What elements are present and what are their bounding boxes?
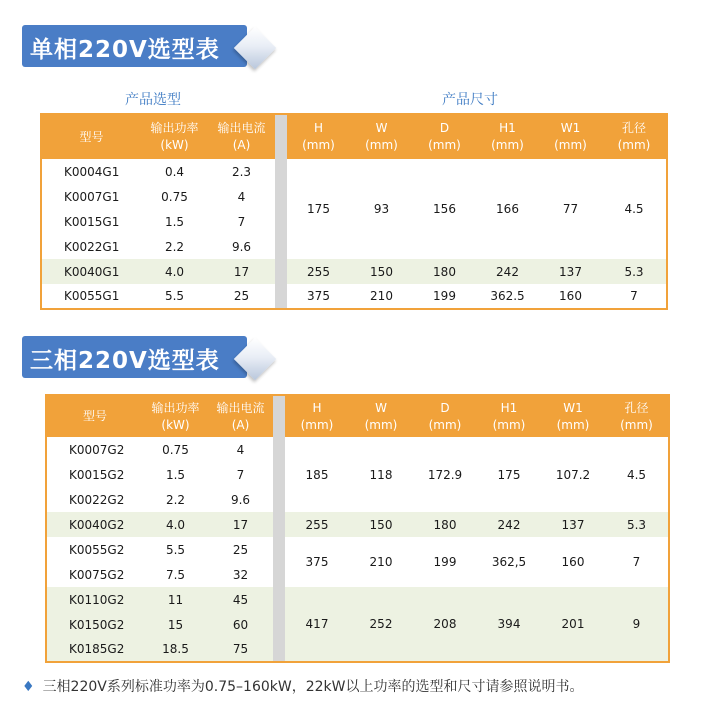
dim-h1-cell: 362,5 (491, 555, 527, 569)
model-cell: K0055G1 (64, 289, 120, 303)
three-phase-table (45, 394, 670, 663)
dim-hole-cell: 4.5 (624, 202, 644, 216)
power-cell: 4.0 (143, 512, 208, 537)
dim-d-cell: 172.9 (427, 467, 463, 482)
dim-h1-cell: 362.5 (490, 289, 525, 303)
power-cell: 1.5 (165, 467, 186, 482)
current-cell: 32 (232, 567, 249, 582)
dim-w1-cell: 137 (539, 259, 602, 284)
power-cell: 0.75 (161, 189, 188, 204)
table-row (46, 537, 669, 562)
dim-w1-cell: 137 (541, 512, 605, 537)
model-cell: K0022G1 (64, 239, 120, 254)
current-cell: 7 (237, 214, 246, 229)
model-cell: K0040G1 (41, 259, 141, 284)
col-w: W (mm) (349, 395, 413, 437)
column-divider (273, 395, 285, 437)
current-cell: 25 (232, 542, 249, 557)
dim-d-cell: 199 (433, 555, 457, 569)
col-h: H (mm) (285, 395, 349, 437)
footnote-text: 三相220V系列标准功率为0.75–160kW，22kW以上功率的选型和尺寸请参照说明书。 (42, 679, 584, 695)
dim-hole-cell: 5.3 (605, 512, 669, 537)
table-row (46, 512, 669, 537)
col-power: 输出功率 (kW) (141, 114, 208, 159)
dim-w-cell: 210 (369, 555, 393, 569)
col-hole: 孔径 (mm) (602, 114, 667, 159)
three-phase-title: 三相220V选型表 (30, 348, 220, 374)
dim-w1-cell: 160 (559, 289, 582, 303)
col-h1: H1 (mm) (476, 114, 539, 159)
col-w1: W1 (mm) (539, 114, 602, 159)
table-row (41, 284, 667, 309)
table-header (41, 114, 667, 159)
current-cell: 9.6 (231, 239, 252, 254)
power-cell: 11 (143, 587, 208, 612)
col-d: D (mm) (413, 395, 477, 437)
dim-h-cell: 175 (307, 202, 330, 216)
dim-d-cell: 180 (413, 512, 477, 537)
dim-h-cell: 375 (305, 555, 329, 569)
dim-w1-cell: 160 (561, 555, 585, 569)
power-cell: 18.5 (143, 637, 208, 662)
model-cell: K0185G2 (46, 637, 143, 662)
dim-h-cell: 375 (307, 289, 330, 303)
dim-w1-cell: 107.2 (555, 467, 591, 482)
dim-hole-cell: 7 (630, 289, 638, 303)
dim-hole-cell: 4.5 (626, 467, 647, 482)
column-divider (273, 437, 285, 662)
dim-h1-cell: 394 (477, 587, 541, 662)
table-row (41, 159, 667, 184)
dim-d-cell: 180 (413, 259, 476, 284)
product-selection-label: 产品选型 (125, 92, 181, 108)
dim-w-cell: 118 (369, 467, 393, 482)
col-hole: 孔径 (mm) (605, 395, 669, 437)
dim-w-cell: 150 (349, 512, 413, 537)
dim-w-cell: 150 (350, 259, 413, 284)
col-current: 输出电流 (A) (208, 395, 273, 437)
col-h1: H1 (mm) (477, 395, 541, 437)
col-h: H (mm) (287, 114, 350, 159)
power-cell: 5.5 (164, 289, 185, 303)
model-cell: K0150G2 (46, 612, 143, 637)
current-cell: 17 (208, 259, 275, 284)
current-cell: 4 (237, 189, 246, 204)
dim-h1-cell: 175 (497, 467, 521, 482)
current-cell: 17 (208, 512, 273, 537)
power-cell: 2.2 (164, 239, 185, 254)
dim-h-cell: 255 (287, 259, 350, 284)
power-cell: 2.2 (165, 492, 186, 507)
current-cell: 9.6 (230, 492, 251, 507)
dim-h-cell: 185 (305, 467, 329, 482)
col-power: 输出功率 (kW) (143, 395, 208, 437)
current-cell: 7 (236, 467, 245, 482)
model-cell: K0007G2 (69, 442, 125, 457)
col-w: W (mm) (350, 114, 413, 159)
model-cell: K0022G2 (69, 492, 125, 507)
power-cell: 0.4 (164, 164, 185, 179)
model-cell: K0007G1 (64, 189, 120, 204)
col-current: 输出电流 (A) (208, 114, 275, 159)
dim-w1-cell: 77 (562, 202, 579, 216)
dim-h1-cell: 242 (477, 512, 541, 537)
column-divider (275, 114, 287, 159)
current-cell: 2.3 (231, 164, 252, 179)
model-cell: K0015G1 (64, 214, 120, 229)
col-d: D (mm) (413, 114, 476, 159)
footnote (22, 676, 583, 696)
table-row (41, 259, 667, 284)
model-cell: K0040G2 (46, 512, 143, 537)
dim-h1-cell: 242 (476, 259, 539, 284)
model-cell: K0015G2 (69, 467, 125, 482)
dim-hole-cell: 9 (605, 587, 669, 662)
model-cell: K0075G2 (69, 567, 125, 582)
dim-w1-cell: 201 (541, 587, 605, 662)
single-phase-table (40, 113, 668, 310)
power-cell: 15 (143, 612, 208, 637)
current-cell: 25 (233, 289, 250, 303)
single-phase-title: 单相220V选型表 (30, 37, 220, 63)
current-cell: 60 (208, 612, 273, 637)
model-cell: K0004G1 (64, 164, 120, 179)
table-header (46, 395, 669, 437)
model-cell: K0110G2 (46, 587, 143, 612)
dim-w-cell: 210 (370, 289, 393, 303)
power-cell: 7.5 (165, 567, 186, 582)
column-divider (275, 159, 287, 309)
product-size-label: 产品尺寸 (442, 92, 498, 108)
table-row (46, 587, 669, 612)
table-row (46, 437, 669, 462)
power-cell: 0.75 (162, 442, 189, 457)
diamond-bullet-icon: ♦ (22, 679, 35, 695)
dim-d-cell: 199 (433, 289, 456, 303)
current-cell: 4 (236, 442, 245, 457)
dim-hole-cell: 5.3 (602, 259, 667, 284)
current-cell: 45 (208, 587, 273, 612)
dim-w-cell: 252 (349, 587, 413, 662)
col-model: 型号 (41, 114, 141, 159)
dim-w-cell: 93 (373, 202, 390, 216)
model-cell: K0055G2 (69, 542, 125, 557)
dim-h-cell: 255 (285, 512, 349, 537)
dim-h1-cell: 166 (496, 202, 519, 216)
current-cell: 75 (208, 637, 273, 662)
dim-hole-cell: 7 (632, 555, 641, 569)
power-cell: 5.5 (165, 542, 186, 557)
col-model: 型号 (46, 395, 143, 437)
dim-d-cell: 156 (433, 202, 456, 216)
dim-d-cell: 208 (413, 587, 477, 662)
power-cell: 1.5 (164, 214, 185, 229)
dim-h-cell: 417 (285, 587, 349, 662)
col-w1: W1 (mm) (541, 395, 605, 437)
power-cell: 4.0 (141, 259, 208, 284)
